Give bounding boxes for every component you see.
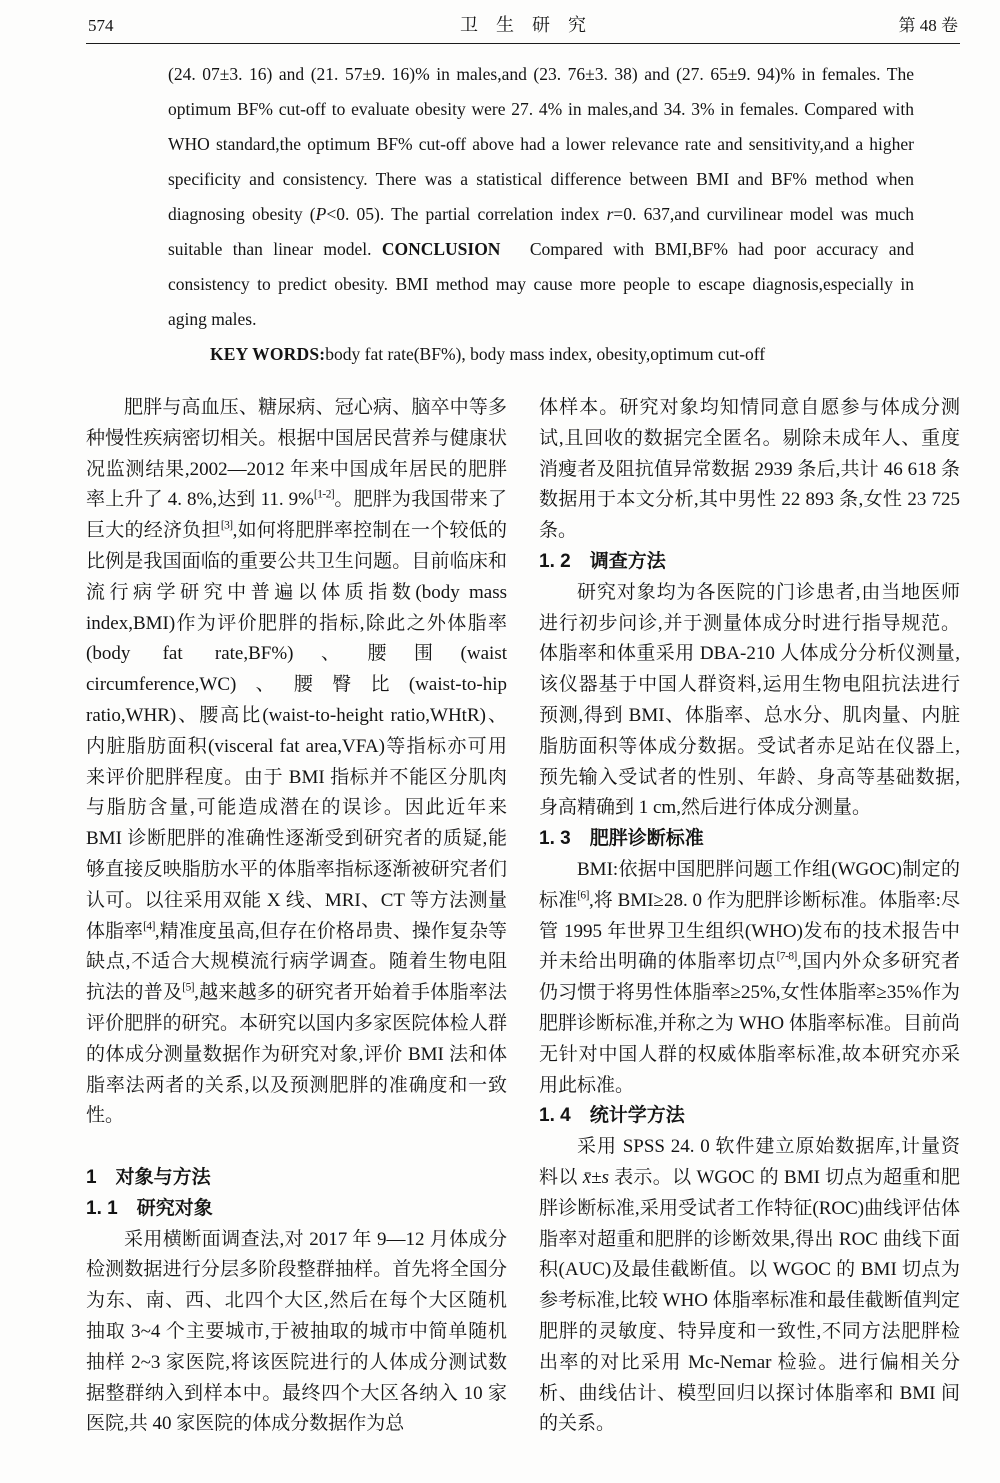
section-1-4-heading: 1. 4 统计学方法 xyxy=(539,1105,685,1127)
abstract-paragraph: (24. 07±3. 16) and (21. 57±9. 16)% in males,and (23. 76±3. 38) and (27. 65±9. 94)% in females. The optimum BF% cut-off to evaluate obesity were 27. 4% in males,and 34. 3% in females. Compared with WHO standard,the optimum BF% cut-off above had a lower relevance rate and sensitivity,and a higher specificity and consistency. There was a statistical difference between BMI and BF% method when diagnosing obesity (P<0. 05). The partial correlation index r=0. 637,and curvilinear model was much suitable than linear model. CONCLUSION Compared with BMI,BF% had poor accuracy and consistency to predict obesity. BMI method may cause more people to escape diagnosis,especially in aging males. xyxy=(168,64,914,329)
diagnosis-standard-paragraph: BMI:依据中国肥胖问题工作组(WGOC)制定的标准[6],将 BMI≥28. 0 作为肥胖诊断标准。体脂率:尽管 1995 年世界卫生组织(WHO)发布的技术报告中并未给出明确的体脂率切点[7-8],国内外众多研究者仍习惯于将男性体脂率≥25%,女性体脂率≥35%作为肥胖诊断标准,并称之为 WHO 体脂率标准。目前尚无针对中国人群的权威体脂率标准,故本研究亦采用此标准。 xyxy=(539,858,960,1096)
journal-title: 卫 生 研 究 xyxy=(460,15,586,35)
page-number: 574 xyxy=(88,16,114,35)
sample-continuation-paragraph: 体样本。研究对象均知情同意自愿参与体成分测试,且回收的数据完全匿名。剔除未成年人、重度消瘦者及阻抗值异常数据 2939 条后,共计 46 618 条数据用于本文分析,其中男性 22 893 条,女性 23 725 条。 xyxy=(539,397,960,542)
keywords-label: KEY WORDS: xyxy=(210,344,326,364)
running-head xyxy=(86,0,960,44)
keywords-text: body fat rate(BF%), body mass index, obesity,optimum cut-off xyxy=(325,344,766,364)
statistics-method-paragraph: 采用 SPSS 24. 0 软件建立原始数据库,计量资料以 x̄±s 表示。以 WGOC 的 BMI 切点为超重和肥胖诊断标准,采用受试者工作特征(ROC)曲线评估体脂率对超重和肥胖的诊断效果,得出 ROC 曲线下面积(AUC)及最佳截断值。以 WGOC 的 BMI 切点为参考标准,比较 WHO 体脂率标准和最佳截断值判定肥胖的灵敏度、特异度和一致性,不同方法肥胖检出率的对比采用 Mc-Nemar 检验。进行偏相关分析、曲线估计、模型回归以探讨体脂率和 BMI 间的关系。 xyxy=(539,1136,960,1435)
intro-paragraph: 肥胖与高血压、糖尿病、冠心病、脑卒中等多种慢性疾病密切相关。根据中国居民营养与健康状况监测结果,2002—2012 年来中国成年居民的肥胖率上升了 4. 8%,达到 11. 9%[1-2]。肥胖为我国带来了巨大的经济负担[3],如何将肥胖率控制在一个较低的比例是我国面临的重要公共卫生问题。目前临床和流行病学研究中普遍以体质指数(body mass index,BMI)作为评价肥胖的指标,除此之外体脂率(body fat rate,BF%)、腰围(waist circumference,WC)、腰臀比(waist-to-hip ratio,WHR)、腰高比(waist-to-height ratio,WHtR)、内脏脂肪面积(visceral fat area,VFA)等指标亦可用来评价肥胖程度。由于 BMI 指标并不能区分肌肉与脂肪含量,可能造成潜在的误诊。因此近年来 BMI 诊断肥胖的准确性逐渐受到研究者的质疑,能够直接反映脂肪水平的体脂率指标逐渐被研究者们认可。以往采用双能 X 线、MRI、CT 等方法测量体脂率[4],精准度虽高,但存在价格昂贵、操作复杂等缺点,不适合大规模流行病学调查。随着生物电阻抗法的普及[5],越来越多的研究者开始着手体脂率法评价肥胖的研究。本研究以国内多家医院体检人群的体成分测量数据作为研究对象,评价 BMI 法和体脂率法两者的关系,以及预测肥胖的准确度和一致性。 xyxy=(86,397,507,1127)
section-1-1-heading: 1. 1 研究对象 xyxy=(86,1197,213,1219)
right-column xyxy=(539,393,960,1440)
sampling-paragraph: 采用横断面调查法,对 2017 年 9—12 月体成分检测数据进行分层多阶段整群抽样。首先将全国分为东、南、西、北四个大区,然后在每个大区随机抽取 3~4 个主要城市,于被抽取的城市中简单随机抽样 2~3 家医院,将该医院进行的人体成分测试数据整群纳入到样本中。最终四个大区各纳入 10 家医院,共 40 家医院的体成分数据作为总 xyxy=(86,1228,507,1435)
section-1-2-heading: 1. 2 调查方法 xyxy=(539,550,666,572)
survey-method-paragraph: 研究对象均为各医院的门诊患者,由当地医师进行初步问诊,并于测量体成分时进行指导规范。体脂率和体重采用 DBA-210 人体成分分析仪测量,该仪器基于中国人群资料,运用生物电阻抗法进行预测,得到 BMI、体脂率、总水分、肌肉量、内脏脂肪面积等体成分数据。受试者赤足站在仪器上,预先输入受试者的性别、年龄、身高等基础数据,身高精确到 1 cm,然后进行体成分测量。 xyxy=(539,581,960,819)
section-1-heading: 1 对象与方法 xyxy=(86,1166,211,1188)
body-columns xyxy=(86,393,960,1440)
left-column xyxy=(86,393,507,1440)
section-1-3-heading: 1. 3 肥胖诊断标准 xyxy=(539,828,704,850)
volume-label: 第 48 卷 xyxy=(898,16,958,35)
keywords-line xyxy=(168,337,914,372)
